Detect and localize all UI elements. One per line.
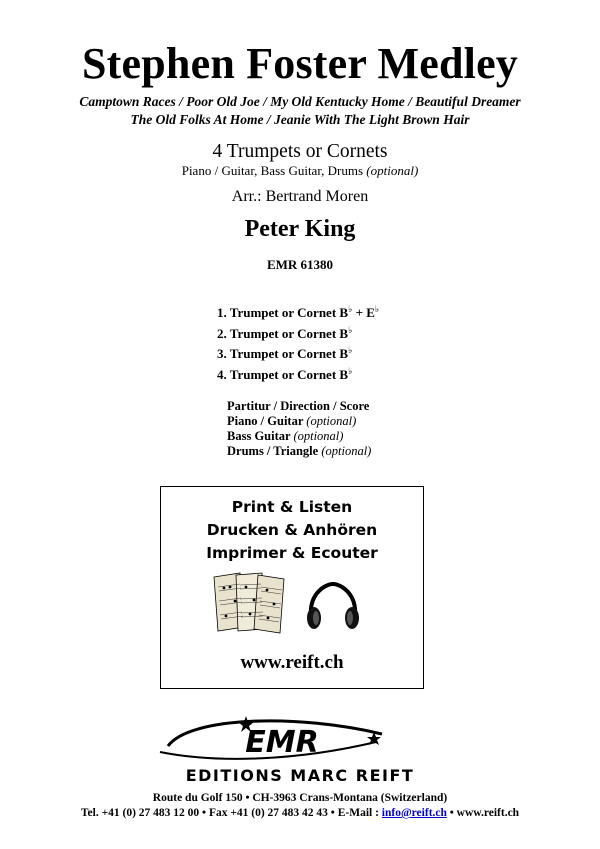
catalog-number: EMR 61380 bbox=[266, 257, 334, 272]
publisher-name: EDITIONS MARC REIFT bbox=[185, 766, 415, 785]
website-url: www.reift.ch bbox=[240, 652, 344, 673]
part-item: 4. Trumpet or Cornet B♭ bbox=[217, 365, 353, 382]
promo-line-3: Imprimer & Ecouter bbox=[206, 544, 378, 562]
accompaniment-text: Piano / Guitar, Bass Guitar, Drums bbox=[181, 163, 364, 178]
arranger: Arr.: Bertrand Moren bbox=[231, 188, 369, 205]
song-list-line-1: Camptown Races / Poor Old Joe / My Old Kentucky Home / Beautiful Dreamer bbox=[79, 94, 521, 109]
part-item: 1. Trumpet or Cornet B♭ + E♭ bbox=[217, 304, 380, 320]
emr-logo-text: EMR bbox=[245, 725, 319, 760]
headphones-icon bbox=[303, 582, 363, 632]
part-item: 2. Trumpet or Cornet B♭ bbox=[217, 324, 353, 341]
emr-logo bbox=[150, 712, 390, 764]
promo-line-2: Drucken & Anhören bbox=[206, 521, 378, 539]
song-list-line-2: The Old Folks At Home / Jeanie With The Light Brown Hair bbox=[130, 112, 470, 127]
parts-list bbox=[217, 303, 379, 385]
score-item: Piano / Guitar (optional) bbox=[227, 414, 357, 428]
part-item: 3. Trumpet or Cornet B♭ bbox=[217, 345, 353, 361]
instrumentation: 4 Trumpets or Cornets bbox=[212, 141, 388, 162]
page-title: Stephen Foster Medley bbox=[82, 39, 518, 88]
email-link[interactable]: info@reift.ch bbox=[381, 807, 447, 819]
score-item: Drums / Triangle (optional) bbox=[227, 444, 372, 458]
score-item: Partitur / Direction / Score bbox=[227, 399, 370, 413]
score-item: Bass Guitar (optional) bbox=[227, 429, 344, 443]
composer: Peter King bbox=[244, 216, 356, 242]
promo-line-1: Print & Listen bbox=[231, 498, 353, 516]
print-listen-box bbox=[160, 486, 424, 689]
publisher-contact: Tel. +41 (0) 27 483 12 00 • Fax +41 (0) 27 483 42 43 • E-Mail : info@reift.ch • www.reift.ch bbox=[80, 807, 520, 819]
publisher-address: Route du Golf 150 • CH-3963 Crans-Montana (Switzerland) bbox=[152, 792, 448, 804]
accompaniment-note: (optional) bbox=[366, 163, 419, 178]
score-list bbox=[227, 399, 371, 459]
sheet-music-icon bbox=[210, 571, 292, 635]
accompaniment bbox=[0, 163, 600, 179]
